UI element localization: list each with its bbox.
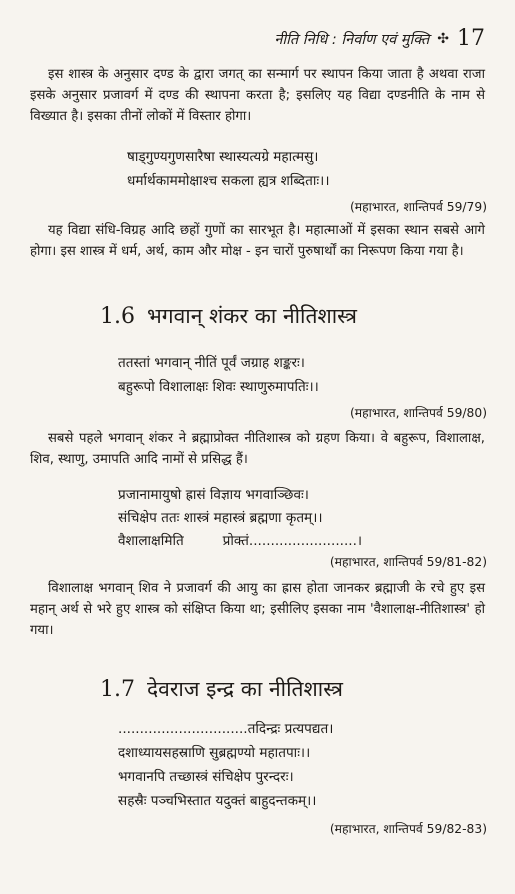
running-head-title: नीति निधि : निर्वाण एवं मुक्ति [274, 31, 430, 48]
section-heading-1-6 [100, 302, 357, 331]
section-title: भगवान् शंकर का नीतिशास्त्र [147, 304, 357, 328]
verse-2-line-1: ततस्तां भगवान् नीतिं पूर्वं जग्राह शङ्करः। [118, 355, 305, 371]
section-number: 1.6 [100, 304, 135, 329]
verse-4-line-3: भगवानपि तच्छास्त्रं संचिक्षेप पुरन्दरः। [118, 769, 294, 785]
citation-4: (महाभारत, शान्तिपर्व 59/82-83) [329, 822, 487, 836]
verse-4-line-1: ..............................तदिन्द्रः प्रत्यपद्यत। [118, 721, 334, 737]
verse-1-line-1: षाड्गुण्यगुणसारैषा स्थास्यत्यग्रे महात्मसु। [127, 149, 319, 165]
citation-3: (महाभारत, शान्तिपर्व 59/81-82) [329, 555, 487, 569]
paragraph-2: यह विद्या संधि-विग्रह आदि छहों गुणों का सारभूत है। महात्माओं में इसका स्थान सबसे आगे होगा। इस शास्त्र में धर्म, अर्थ, काम और मोक्ष - इन चारों पुरुषार्थों का निरूपण किया गया है। [30, 223, 485, 259]
paragraph-3: सबसे पहले भगवान् शंकर ने ब्रह्माप्रोक्त नीतिशास्त्र को ग्रहण किया। वे बहुरूप, विशालाक्ष, शिव, स्थाणु, उमापति आदि नामों से प्रसिद्ध हैं। [30, 431, 485, 467]
section-title: देवराज इन्द्र का नीतिशास्त्र [147, 677, 343, 701]
section-number: 1.7 [100, 677, 135, 702]
verse-4-line-2: दशाध्यायसहस्राणि सुब्रह्मण्यो महातपाः।। [118, 745, 311, 761]
paragraph-1: इस शास्त्र के अनुसार दण्ड के द्वारा जगत् का सन्मार्ग पर स्थापन किया जाता है अथवा राजा इसके अनुसार प्रजावर्ग में दण्ड की स्थापना करता है; इसलिए यह विद्या दण्डनीति के नाम से विख्यात है। इसका तीनों लोकों में विस्तार होगा। [30, 67, 485, 124]
verse-3-line-1: प्रजानामायुषो ह्रासं विज्ञाय भगवाञ्छिवः। [118, 487, 309, 503]
page-number: 17 [457, 26, 485, 51]
verse-3-line-3: वैशालाक्षमिति प्रोक्तं.........................। [118, 533, 363, 549]
running-head [274, 26, 485, 51]
verse-3-line-2: संचिक्षेप ततः शास्त्रं महास्त्रं ब्रह्मणा कृतम्।। [118, 510, 323, 526]
ornament-icon: ✣ [437, 30, 449, 47]
citation-2: (महाभारत, शान्तिपर्व 59/80) [349, 406, 487, 420]
citation-1: (महाभारत, शान्तिपर्व 59/79) [349, 200, 487, 214]
verse-4-line-4: सहस्रैः पञ्चभिस्तात यदुक्तं बाहुदन्तकम्।। [118, 793, 317, 809]
paragraph-4: विशालाक्ष भगवान् शिव ने प्रजावर्ग की आयु का ह्रास होता जानकर ब्रह्माजी के रचे हुए इस महान् अर्थ से भरे हुए शास्त्र को संक्षिप्त किया था; इसीलिए इसका नाम 'वैशालाक्ष-नीतिशास्त्र' हो गया। [30, 581, 485, 638]
verse-2-line-2: बहुरूपो विशालाक्षः शिवः स्थाणुरुमापतिः।। [118, 379, 319, 395]
verse-1-line-2: धर्मार्थकाममोक्षाश्च सकला ह्यत्र शब्दिताः।। [127, 173, 330, 189]
section-heading-1-7 [100, 675, 343, 704]
